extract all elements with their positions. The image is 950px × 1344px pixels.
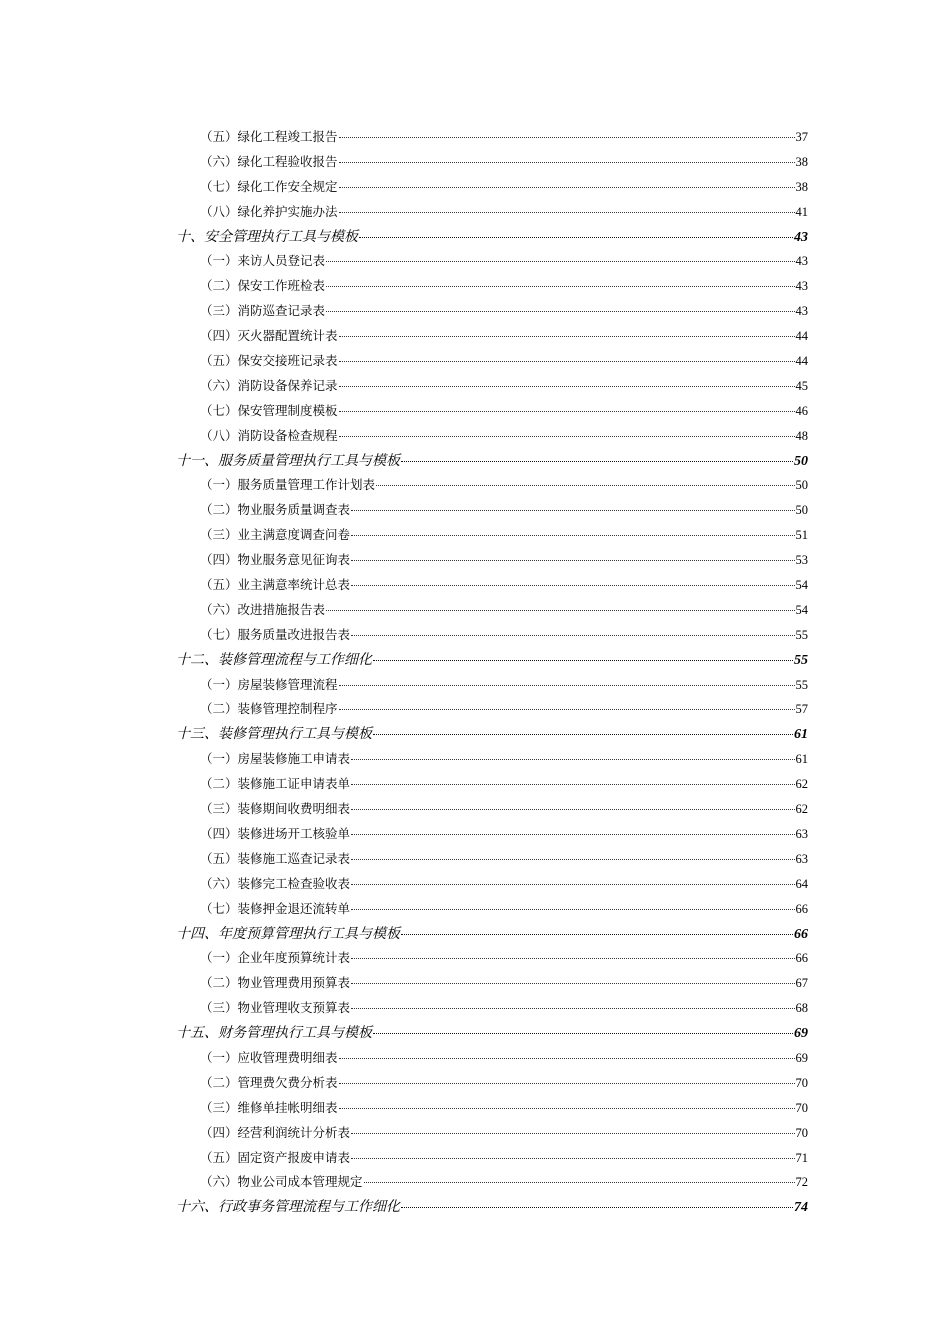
toc-entry-page-number: 55 [795,627,808,642]
dot-leader [339,361,795,362]
toc-section-entry[interactable] [176,473,808,498]
toc-section-entry[interactable] [176,200,808,225]
toc-section-entry[interactable] [176,598,808,623]
toc-entry-title: （五）业主满意率统计总表 [200,577,351,593]
toc-entry-title: （二）物业管理费用预算表 [200,975,351,991]
toc-section-entry[interactable] [176,946,808,971]
toc-section-entry[interactable] [176,498,808,523]
dot-leader [351,834,794,835]
toc-entry-page-number: 72 [795,1175,808,1190]
toc-entry-title: 十三、装修管理执行工具与模板 [176,726,372,743]
dot-leader [373,1033,793,1034]
toc-entry-page-number: 44 [795,354,808,369]
toc-entry-title: （六）绿化工程验收报告 [200,153,338,169]
dot-leader [351,635,794,636]
toc-entry-title: （一）应收管理费明细表 [200,1049,338,1065]
toc-entry-page-number: 61 [795,752,808,767]
dot-leader [339,336,795,337]
toc-entry-page-number: 74 [794,1200,808,1216]
toc-entry-page-number: 41 [795,204,808,219]
toc-entry-title: 十、安全管理执行工具与模板 [176,228,358,245]
toc-entry-title: （五）绿化工程竣工报告 [200,129,338,144]
dot-leader [351,585,794,586]
dot-leader [351,759,794,760]
toc-section-entry[interactable] [176,747,808,772]
toc-section-entry[interactable] [176,697,808,722]
dot-leader [351,1133,794,1134]
dot-leader [351,784,794,785]
toc-entry-page-number: 57 [795,702,808,717]
toc-entry-title: （三）消防巡查记录表 [200,303,326,319]
toc-entry-title: （一）服务质量管理工作计划表 [200,477,376,493]
toc-entry-page-number: 55 [794,652,808,668]
toc-chapter-entry[interactable] [176,722,808,747]
toc-section-entry[interactable] [176,797,808,822]
toc-entry-page-number: 54 [795,578,808,593]
toc-section-entry[interactable] [176,249,808,274]
toc-entry-page-number: 51 [795,528,808,543]
toc-entry-page-number: 70 [795,1075,808,1090]
toc-section-entry[interactable] [176,897,808,922]
dot-leader [351,983,794,984]
dot-leader [339,162,795,163]
toc-section-entry[interactable] [176,1046,808,1071]
toc-section-entry[interactable] [176,324,808,349]
toc-entry-title: （八）消防设备检查规程 [200,427,338,443]
dot-leader [351,535,794,536]
toc-entry-title: （五）保安交接班记录表 [200,353,338,369]
toc-entry-page-number: 55 [795,677,808,692]
toc-chapter-entry[interactable] [176,1021,808,1046]
toc-entry-title: （一）房屋装修施工申请表 [200,751,351,767]
toc-entry-title: （三）物业管理收支预算表 [200,1000,351,1016]
dot-leader [326,261,794,262]
toc-entry-page-number: 38 [795,154,808,169]
toc-section-entry[interactable] [176,374,808,399]
dot-leader [339,685,795,686]
toc-section-entry[interactable] [176,1170,808,1195]
toc-section-entry[interactable] [176,523,808,548]
dot-leader [339,137,795,138]
toc-entry-page-number: 37 [795,130,808,144]
toc-entry-page-number: 44 [795,329,808,344]
toc-entry-title: （六）物业公司成本管理规定 [200,1174,363,1190]
toc-section-entry[interactable] [176,299,808,324]
toc-entry-title: 十五、财务管理执行工具与模板 [176,1025,372,1042]
toc-entry-page-number: 50 [794,453,808,469]
toc-section-entry[interactable] [176,772,808,797]
toc-entry-page-number: 66 [794,926,808,942]
toc-entry-title: （七）绿化工作安全规定 [200,178,338,194]
toc-section-entry[interactable] [176,274,808,299]
toc-entry-page-number: 70 [795,1100,808,1115]
toc-entry-page-number: 70 [795,1125,808,1140]
toc-entry-page-number: 62 [795,777,808,792]
toc-section-entry[interactable] [176,399,808,424]
toc-entry-page-number: 68 [795,1001,808,1016]
toc-entry-title: （四）物业服务意见征询表 [200,552,351,568]
toc-entry-title: （三）维修单挂帐明细表 [200,1099,338,1115]
toc-entry-page-number: 43 [794,229,808,245]
toc-entry-title: （五）固定资产报废申请表 [200,1149,351,1165]
toc-entry-title: （六）装修完工检查验收表 [200,875,351,891]
toc-chapter-entry[interactable] [176,922,808,947]
toc-entry-title: （四）灭火器配置统计表 [200,328,338,344]
dot-leader [351,859,794,860]
dot-leader [373,734,793,735]
toc-section-entry[interactable] [176,1146,808,1171]
toc-entry-title: 十四、年度预算管理执行工具与模板 [176,925,400,942]
toc-section-entry[interactable] [176,872,808,897]
dot-leader [351,884,794,885]
toc-section-entry[interactable] [176,349,808,374]
toc-entry-title: 十二、装修管理流程与工作细化 [176,651,372,668]
toc-entry-page-number: 66 [795,901,808,916]
toc-entry-title: （六）消防设备保养记录 [200,377,338,393]
toc-entry-page-number: 43 [795,279,808,294]
toc-entry-title: （二）保安工作班检表 [200,278,326,294]
toc-section-entry[interactable] [176,1071,808,1096]
dot-leader [339,411,795,412]
dot-leader [326,286,794,287]
toc-entry-page-number: 64 [795,876,808,891]
toc-section-entry[interactable] [176,424,808,449]
toc-section-entry[interactable] [176,822,808,847]
toc-section-entry[interactable] [176,573,808,598]
toc-entry-page-number: 43 [795,254,808,269]
toc-entry-page-number: 63 [795,826,808,841]
toc-entry-title: （二）管理费欠费分析表 [200,1074,338,1090]
dot-leader [401,934,793,935]
toc-section-entry[interactable] [176,548,808,573]
toc-entry-page-number: 53 [795,553,808,568]
toc-entry-title: （四）经营利润统计分析表 [200,1124,351,1140]
dot-leader [364,1182,795,1183]
toc-entry-page-number: 67 [795,976,808,991]
toc-entry-page-number: 63 [795,851,808,866]
dot-leader [351,510,794,511]
toc-entry-page-number: 71 [795,1150,808,1165]
toc-entry-title: 十六、行政事务管理流程与工作细化 [176,1199,400,1216]
dot-leader [376,485,794,486]
toc-chapter-entry[interactable] [176,225,808,250]
toc-section-entry[interactable] [176,847,808,872]
toc-entry-page-number: 54 [795,602,808,617]
toc-section-entry[interactable] [176,150,808,175]
toc-entry-title: （六）改进措施报告表 [200,601,326,617]
toc-section-entry[interactable] [176,125,808,150]
dot-leader [339,709,795,710]
dot-leader [339,1058,795,1059]
dot-leader [351,909,794,910]
dot-leader [339,1083,795,1084]
toc-section-entry[interactable] [176,623,808,648]
dot-leader [351,1008,794,1009]
dot-leader [339,1108,795,1109]
dot-leader [339,187,795,188]
dot-leader [351,958,794,959]
toc-entry-title: 十一、服务质量管理执行工具与模板 [176,452,400,469]
dot-leader [351,560,794,561]
toc-entry-title: （二）物业服务质量调查表 [200,502,351,518]
toc-section-entry[interactable] [176,971,808,996]
toc-entry-page-number: 61 [794,727,808,743]
toc-entry-title: （一）企业年度预算统计表 [200,950,351,966]
toc-entry-title: （七）装修押金退还流转单 [200,900,351,916]
toc-chapter-entry[interactable] [176,648,808,673]
toc-entry-page-number: 43 [795,304,808,319]
dot-leader [401,461,793,462]
toc-entry-title: （三）装修期间收费明细表 [200,801,351,817]
dot-leader [326,610,794,611]
toc-entry-title: （八）绿化养护实施办法 [200,203,338,219]
toc-entry-page-number: 62 [795,802,808,817]
toc-section-entry[interactable] [176,1096,808,1121]
dot-leader [401,1207,793,1208]
toc-entry-page-number: 69 [794,1026,808,1042]
toc-entry-page-number: 50 [795,478,808,493]
toc-entry-title: （三）业主满意度调查问卷 [200,527,351,543]
toc-entry-title: （四）装修进场开工核验单 [200,825,351,841]
dot-leader [359,237,793,238]
toc-entry-page-number: 69 [795,1050,808,1065]
dot-leader [373,660,793,661]
dot-leader [326,311,794,312]
toc-chapter-entry[interactable] [176,1195,808,1220]
dot-leader [351,1158,794,1159]
toc-entry-title: （一）房屋装修管理流程 [200,676,338,692]
toc-chapter-entry[interactable] [176,449,808,474]
dot-leader [339,436,795,437]
toc-entry-title: （二）装修管理控制程序 [200,701,338,717]
toc-section-entry[interactable] [176,175,808,200]
toc-section-entry[interactable] [176,996,808,1021]
toc-entry-page-number: 48 [795,428,808,443]
toc-entry-title: （五）装修施工巡查记录表 [200,850,351,866]
toc-entry-page-number: 45 [795,378,808,393]
toc-entry-page-number: 66 [795,951,808,966]
toc-entry-page-number: 46 [795,403,808,418]
toc-entry-title: （一）来访人员登记表 [200,253,326,269]
toc-section-entry[interactable] [176,673,808,698]
dot-leader [339,386,795,387]
toc-entry-page-number: 38 [795,179,808,194]
dot-leader [351,809,794,810]
table-of-contents [176,125,808,1220]
dot-leader [339,212,795,213]
toc-entry-title: （七）保安管理制度模板 [200,402,338,418]
toc-section-entry[interactable] [176,1121,808,1146]
toc-entry-page-number: 50 [795,503,808,518]
toc-entry-title: （二）装修施工证申请表单 [200,776,351,792]
toc-entry-title: （七）服务质量改进报告表 [200,626,351,642]
